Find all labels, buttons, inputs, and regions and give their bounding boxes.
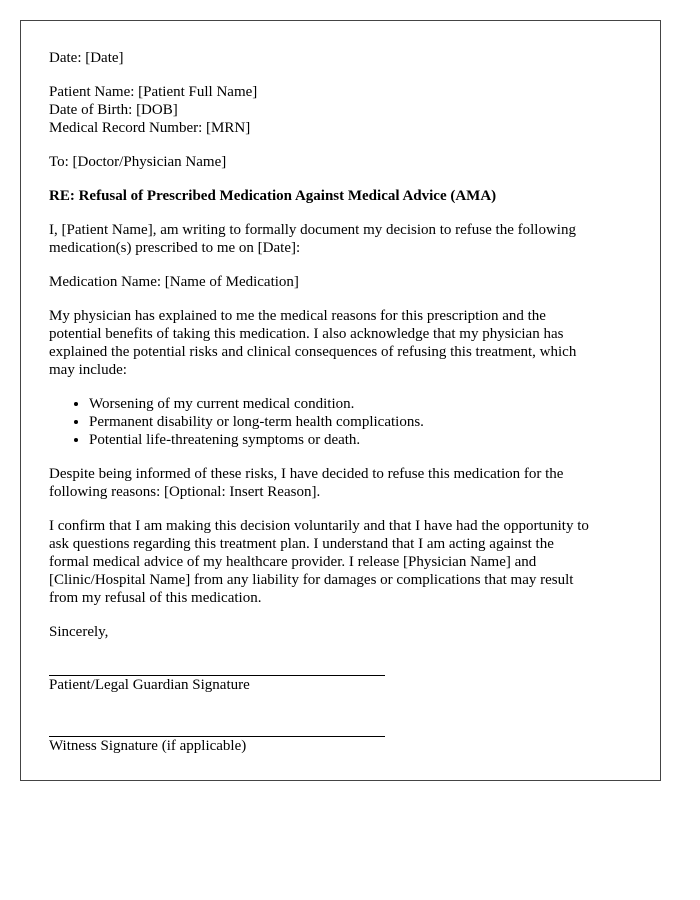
subject-line: RE: Refusal of Prescribed Medication Against Medical Advice (AMA) <box>49 188 497 204</box>
text-line: I confirm that I am making this decision voluntarily and that I have had the opportunity to <box>49 518 589 534</box>
medication-line: Medication Name: [Name of Medication] <box>49 274 299 290</box>
medical-record-number: Medical Record Number: [MRN] <box>49 120 251 136</box>
risk-item: • Worsening of my current medical condition. <box>89 395 640 413</box>
witness-signature-block <box>49 710 640 755</box>
text-line: following reasons: [Optional: Insert Reason]. <box>49 484 321 500</box>
text-line: explained the potential risks and clinical consequences of refusing this treatment, which <box>49 344 577 360</box>
confirmation-paragraph <box>49 517 640 607</box>
risk-item: • Permanent disability or long-term health complications. <box>89 413 640 431</box>
to-line: To: [Doctor/Physician Name] <box>49 154 227 170</box>
text-line: may include: <box>49 362 127 378</box>
witness-signature-label: Witness Signature (if applicable) <box>49 738 247 754</box>
date-of-birth: Date of Birth: [DOB] <box>49 102 178 118</box>
explanation-paragraph <box>49 307 640 379</box>
text-line: medication(s) prescribed to me on [Date]: <box>49 240 301 256</box>
date-line: Date: [Date] <box>49 50 124 66</box>
text-line: formal medical advice of my healthcare provider. I release [Physician Name] and <box>49 554 537 570</box>
patient-signature-line[interactable] <box>49 649 385 676</box>
text-line: potential benefits of taking this medication. I also acknowledge that my physician has <box>49 326 564 342</box>
closing: Sincerely, <box>49 624 109 640</box>
text-line: My physician has explained to me the medical reasons for this prescription and the <box>49 308 546 324</box>
risks-list <box>49 395 640 449</box>
patient-signature-label: Patient/Legal Guardian Signature <box>49 677 250 693</box>
reasons-paragraph <box>49 465 640 501</box>
letter-content <box>49 49 640 771</box>
patient-info <box>49 83 640 137</box>
text-line: ask questions regarding this treatment plan. I understand that I am acting against the <box>49 536 554 552</box>
patient-signature-block <box>49 649 640 694</box>
witness-signature-line[interactable] <box>49 710 385 737</box>
patient-name: Patient Name: [Patient Full Name] <box>49 84 258 100</box>
text-line: [Clinic/Hospital Name] from any liability for damages or complications that may result <box>49 572 574 588</box>
letter-page <box>20 20 661 781</box>
text-line: I, [Patient Name], am writing to formally document my decision to refuse the following <box>49 222 576 238</box>
text-line: Despite being informed of these risks, I have decided to refuse this medication for the <box>49 466 564 482</box>
intro-paragraph <box>49 221 640 257</box>
text-line: from my refusal of this medication. <box>49 590 262 606</box>
risk-item: • Potential life-threatening symptoms or death. <box>89 431 640 449</box>
